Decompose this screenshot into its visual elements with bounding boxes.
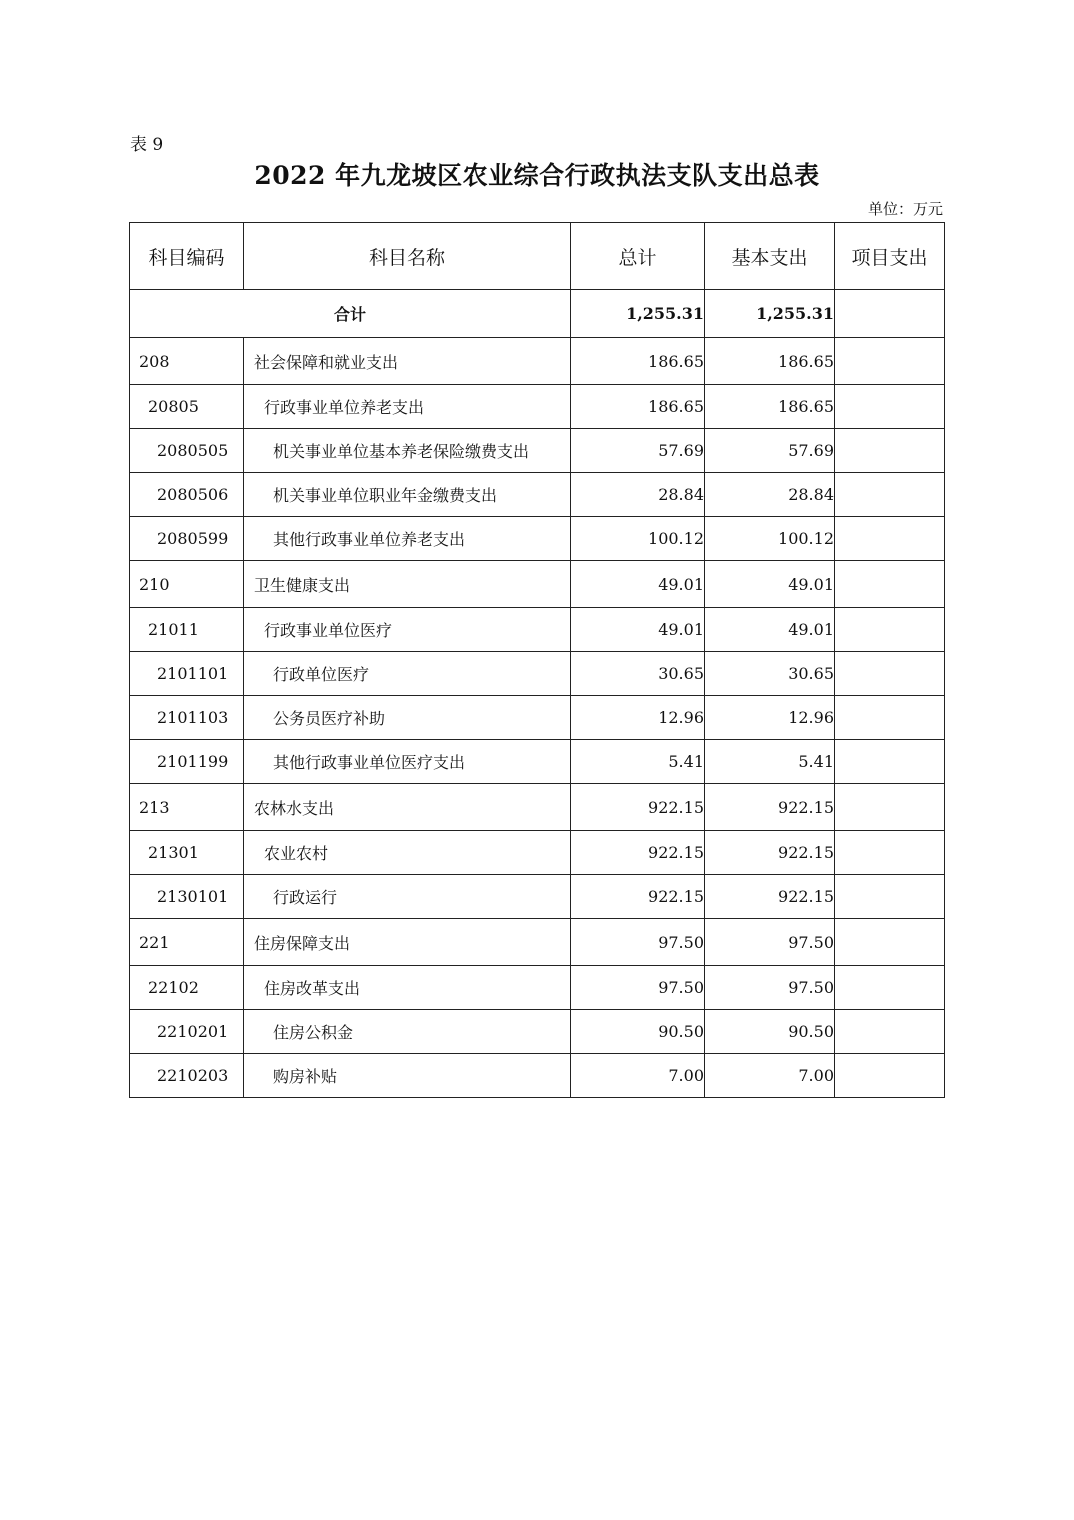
row-basic: 5.41	[705, 740, 835, 784]
header-row	[130, 223, 945, 290]
table-row	[130, 696, 945, 740]
row-basic: 30.65	[705, 652, 835, 696]
row-project	[835, 1054, 945, 1098]
row-project	[835, 652, 945, 696]
table-row	[130, 784, 945, 831]
table-row	[130, 740, 945, 784]
row-name: 购房补贴	[244, 1054, 571, 1098]
row-basic: 922.15	[705, 784, 835, 831]
row-project	[835, 696, 945, 740]
row-total: 186.65	[571, 385, 705, 429]
table-row	[130, 652, 945, 696]
row-project	[835, 338, 945, 385]
row-code: 21011	[130, 608, 244, 652]
row-name: 住房公积金	[244, 1010, 571, 1054]
row-code: 2101199	[130, 740, 244, 784]
row-code: 221	[130, 919, 244, 966]
expenditure-table	[129, 222, 945, 1098]
row-code: 2080506	[130, 473, 244, 517]
row-name: 行政运行	[244, 875, 571, 919]
row-project	[835, 740, 945, 784]
row-code: 2210201	[130, 1010, 244, 1054]
table-row	[130, 919, 945, 966]
row-project	[835, 608, 945, 652]
row-code: 208	[130, 338, 244, 385]
row-code: 21301	[130, 831, 244, 875]
row-basic: 49.01	[705, 608, 835, 652]
total-project	[835, 290, 945, 338]
table-row	[130, 1054, 945, 1098]
row-total: 922.15	[571, 784, 705, 831]
header-total: 总计	[571, 223, 705, 290]
row-code: 2130101	[130, 875, 244, 919]
row-name: 其他行政事业单位养老支出	[244, 517, 571, 561]
row-name: 机关事业单位基本养老保险缴费支出	[244, 429, 571, 473]
table-row	[130, 429, 945, 473]
row-project	[835, 966, 945, 1010]
row-total: 922.15	[571, 875, 705, 919]
row-code: 2101101	[130, 652, 244, 696]
row-basic: 97.50	[705, 966, 835, 1010]
table-row	[130, 338, 945, 385]
table-row	[130, 385, 945, 429]
row-total: 97.50	[571, 966, 705, 1010]
row-basic: 12.96	[705, 696, 835, 740]
row-code: 2101103	[130, 696, 244, 740]
row-name: 行政事业单位医疗	[244, 608, 571, 652]
row-total: 57.69	[571, 429, 705, 473]
table-row	[130, 473, 945, 517]
row-total: 49.01	[571, 561, 705, 608]
row-project	[835, 473, 945, 517]
row-project	[835, 1010, 945, 1054]
row-project	[835, 561, 945, 608]
row-basic: 28.84	[705, 473, 835, 517]
row-project	[835, 429, 945, 473]
table-row	[130, 517, 945, 561]
row-basic: 90.50	[705, 1010, 835, 1054]
row-code: 213	[130, 784, 244, 831]
row-name: 机关事业单位职业年金缴费支出	[244, 473, 571, 517]
row-name: 住房改革支出	[244, 966, 571, 1010]
row-total: 28.84	[571, 473, 705, 517]
row-code: 210	[130, 561, 244, 608]
row-total: 186.65	[571, 338, 705, 385]
row-basic: 922.15	[705, 875, 835, 919]
page-title: 2022 年九龙坡区农业综合行政执法支队支出总表	[254, 161, 820, 190]
row-basic: 186.65	[705, 385, 835, 429]
header-basic: 基本支出	[705, 223, 835, 290]
row-basic: 97.50	[705, 919, 835, 966]
row-name: 行政单位医疗	[244, 652, 571, 696]
row-basic: 49.01	[705, 561, 835, 608]
row-code: 2080599	[130, 517, 244, 561]
row-code: 2210203	[130, 1054, 244, 1098]
row-basic: 100.12	[705, 517, 835, 561]
row-name: 卫生健康支出	[244, 561, 571, 608]
row-basic: 922.15	[705, 831, 835, 875]
row-code: 2080505	[130, 429, 244, 473]
row-total: 12.96	[571, 696, 705, 740]
row-name: 公务员医疗补助	[244, 696, 571, 740]
row-total: 90.50	[571, 1010, 705, 1054]
row-total: 922.15	[571, 831, 705, 875]
row-project	[835, 385, 945, 429]
row-basic: 57.69	[705, 429, 835, 473]
row-project	[835, 517, 945, 561]
total-total: 1,255.31	[571, 290, 705, 338]
row-total: 5.41	[571, 740, 705, 784]
row-name: 农业农村	[244, 831, 571, 875]
row-code: 22102	[130, 966, 244, 1010]
table-row	[130, 831, 945, 875]
row-project	[835, 919, 945, 966]
row-project	[835, 831, 945, 875]
header-project: 项目支出	[835, 223, 945, 290]
row-name: 社会保障和就业支出	[244, 338, 571, 385]
table-row	[130, 966, 945, 1010]
table-row	[130, 1010, 945, 1054]
row-name: 其他行政事业单位医疗支出	[244, 740, 571, 784]
row-name: 农林水支出	[244, 784, 571, 831]
row-total: 30.65	[571, 652, 705, 696]
row-name: 住房保障支出	[244, 919, 571, 966]
row-code: 20805	[130, 385, 244, 429]
row-project	[835, 875, 945, 919]
header-code: 科目编码	[130, 223, 244, 290]
table-row	[130, 561, 945, 608]
row-basic: 186.65	[705, 338, 835, 385]
row-total: 100.12	[571, 517, 705, 561]
table-row	[130, 875, 945, 919]
total-label: 合计	[130, 290, 571, 338]
table-row	[130, 608, 945, 652]
total-row	[130, 290, 945, 338]
row-project	[835, 784, 945, 831]
row-basic: 7.00	[705, 1054, 835, 1098]
row-total: 97.50	[571, 919, 705, 966]
table-number: 表 9	[130, 135, 164, 155]
unit-label: 单位：万元	[867, 200, 943, 218]
row-total: 7.00	[571, 1054, 705, 1098]
total-basic: 1,255.31	[705, 290, 835, 338]
header-name: 科目名称	[244, 223, 571, 290]
row-name: 行政事业单位养老支出	[244, 385, 571, 429]
row-total: 49.01	[571, 608, 705, 652]
